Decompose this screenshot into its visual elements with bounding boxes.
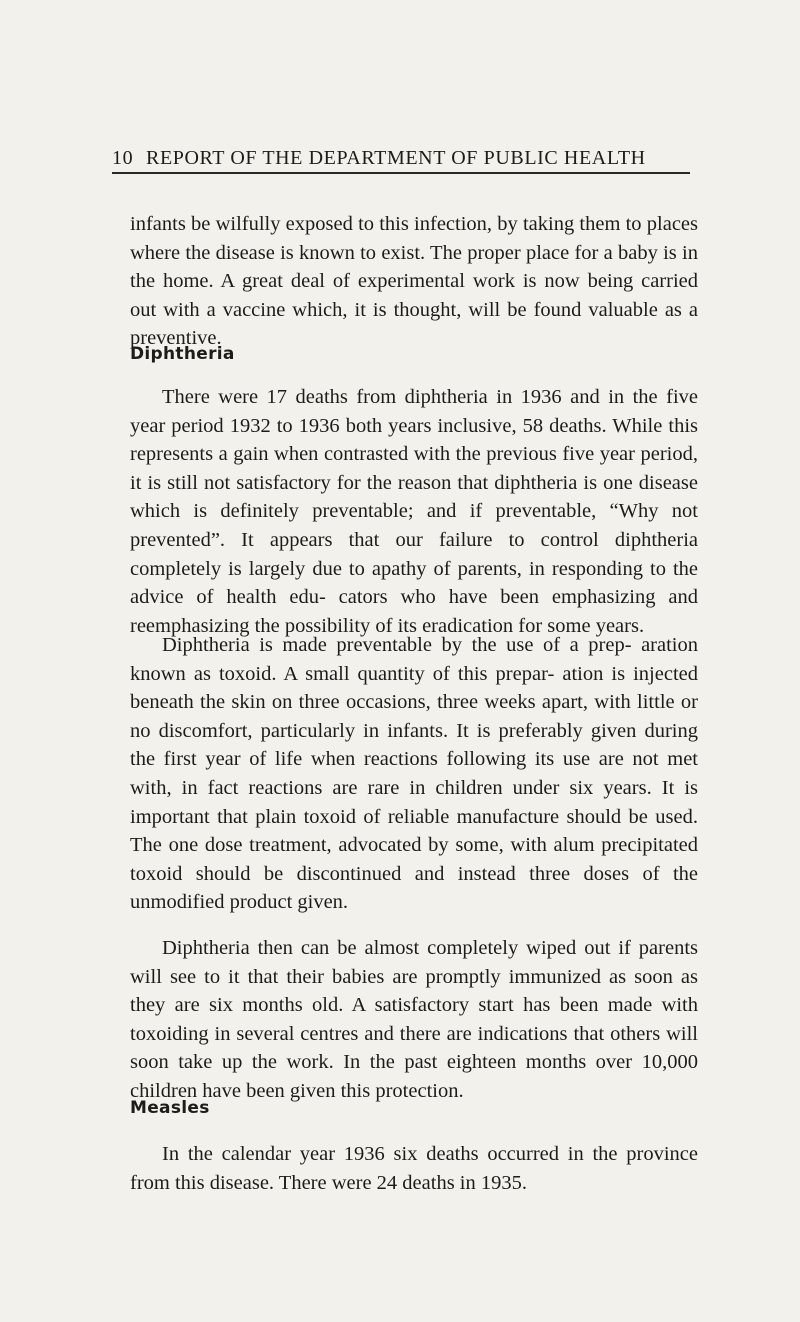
paragraph-text: Diphtheria is made preventable by the use of a prep- aration known as toxoid. A small quantity of this prepar- ation is injected beneath the skin on three occasions, three weeks apart, with little or no discomfort, particularly in infants. It is preferably given during the first year of life when reactions following its use are not met with, in fact reactions are rare in children under six years. It is important that plain toxoid of reliable manufacture should be used. The one dose treatment, advocated by some, with alum precipitated toxoid should be discontinued and instead three doses of the unmodified product given. [130,634,698,914]
measles-paragraph-1 [130,1140,698,1197]
page-number: 10 [112,147,134,169]
intro-paragraph [130,210,698,353]
diphtheria-paragraph-3 [130,934,698,1106]
paragraph-text: In the calendar year 1936 six deaths occurred in the province from this disease. There were 24 deaths in 1935. [130,1143,698,1194]
diphtheria-paragraph-1 [130,383,698,640]
report-title: REPORT OF THE DEPARTMENT OF PUBLIC HEALTH [146,147,646,169]
paragraph-text: There were 17 deaths from diphtheria in 1936 and in the five year period 1932 to 1936 both years inclusive, 58 deaths. While this represents a gain when contrasted with the previous five year period, it is still not satisfactory for the reason that diphtheria is one disease which is definitely preventable; and if preventable, “Why not prevented”. It appears that our failure to control diphtheria completely is largely due to apathy of parents, in responding to the advice of health edu- cators who have been emphasizing and reemphasizing the possibility of its eradication for some years. [130,386,698,637]
diphtheria-paragraph-2 [130,631,698,917]
running-header [112,145,690,174]
section-heading-diphtheria: Diphtheria [130,344,235,364]
section-heading-measles: Measles [130,1098,210,1118]
paragraph-text: infants be wilfully exposed to this infection, by taking them to places where the disease is known to exist. The proper place for a baby is in the home. A great deal of experimental work is now being carried out with a vaccine which, it is thought, will be found valuable as a preventive. [130,213,698,350]
paragraph-text: Diphtheria then can be almost completely wiped out if parents will see to it that their babies are promptly immunized as soon as they are six months old. A satisfactory start has been made with toxoiding in several centres and there are indications that others will soon take up the work. In the past eighteen months over 10,000 children have been given this protection. [130,937,698,1102]
